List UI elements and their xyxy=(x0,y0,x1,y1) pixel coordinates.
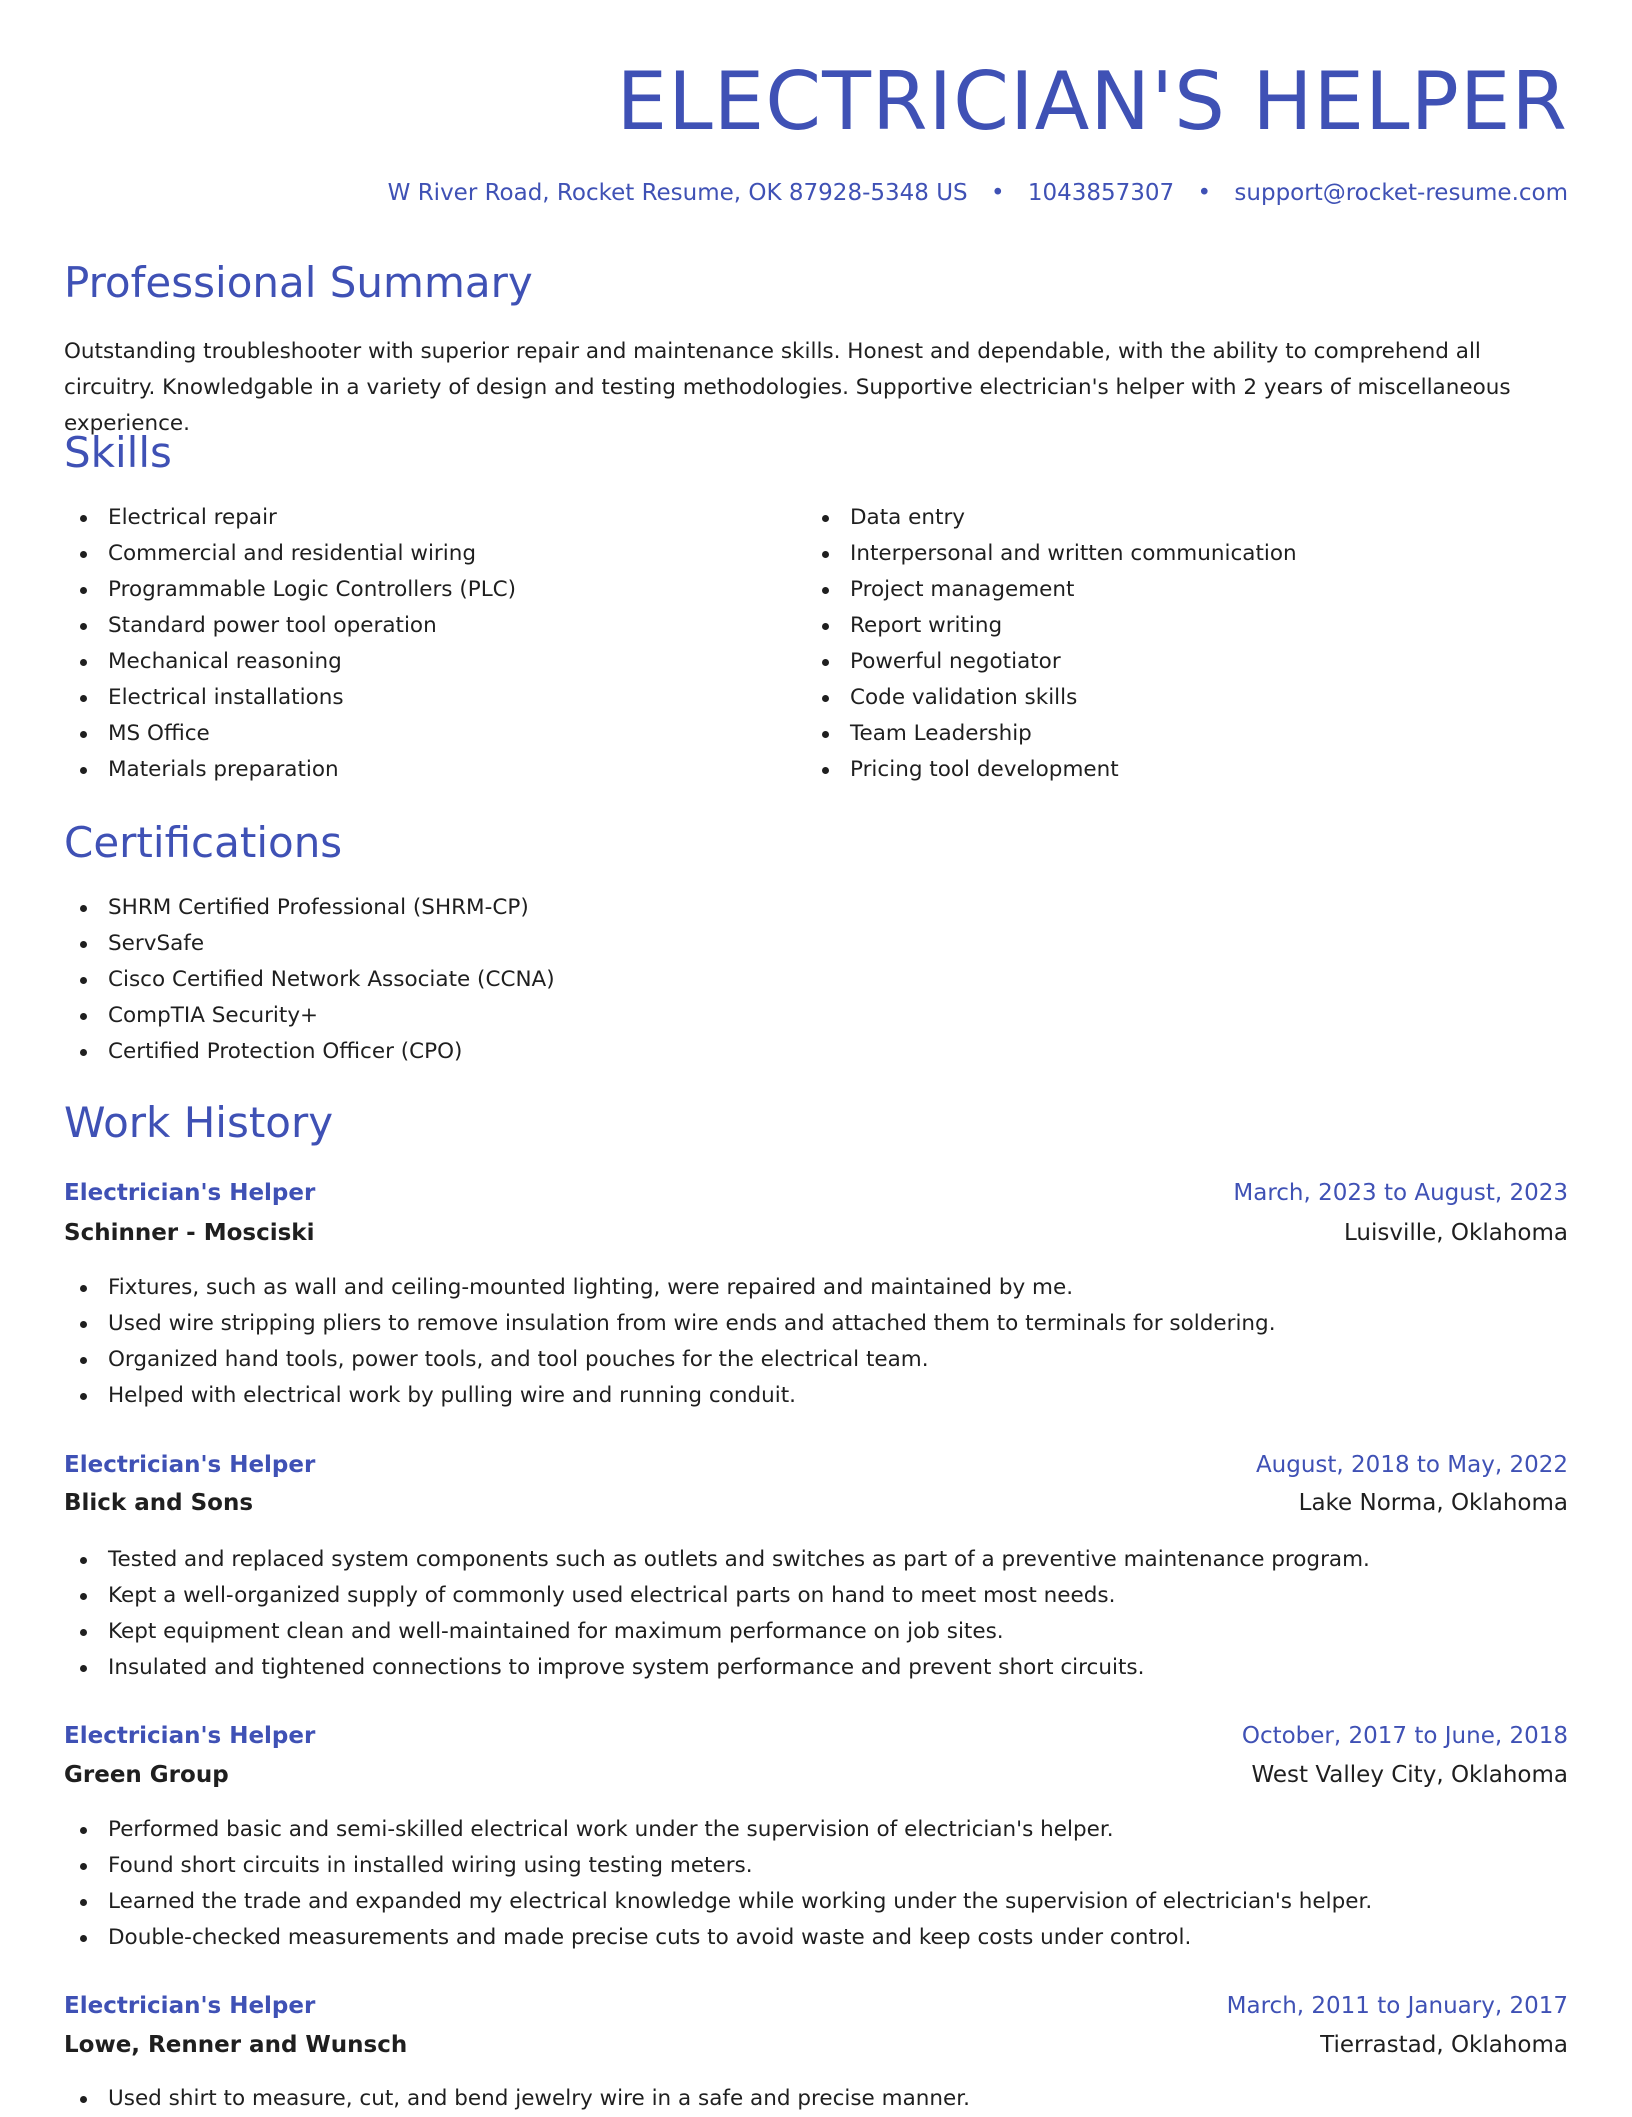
job-duty: Learned the trade and expanded my electrical knowledge while working under the supervision of electrician's helper. xyxy=(64,1884,1372,1920)
certifications-list xyxy=(64,890,555,1070)
resume-name: ELECTRICIAN'S HELPER xyxy=(616,55,1568,148)
job-title: Electrician's Helper xyxy=(64,1723,316,1749)
contact-phone: 1043857307 xyxy=(1027,180,1175,206)
certification-item: CompTIA Security+ xyxy=(64,998,555,1034)
job-company: Green Group xyxy=(64,1762,229,1788)
skills-list-left xyxy=(64,500,516,788)
skill-item: Powerful negotiator xyxy=(806,644,1297,680)
skill-item: Materials preparation xyxy=(64,752,516,788)
skill-item: Mechanical reasoning xyxy=(64,644,516,680)
certification-item: Cisco Certified Network Associate (CCNA) xyxy=(64,962,555,998)
contact-email[interactable]: support@rocket-resume.com xyxy=(1234,180,1568,206)
job-duty: Helped with electrical work by pulling wire and running conduit. xyxy=(64,1378,1276,1414)
skills-list-right xyxy=(806,500,1297,788)
contact-separator: • xyxy=(990,180,1005,206)
job-duty: Tested and replaced system components such as outlets and switches as part of a preventive maintenance program. xyxy=(64,1542,1370,1578)
job-duties-list xyxy=(64,1542,1370,1686)
job-title: Electrician's Helper xyxy=(64,1452,316,1478)
job-location: Lake Norma, Oklahoma xyxy=(1298,1490,1568,1516)
job-duty: Used shirt to measure, cut, and bend jewelry wire in a safe and precise manner. xyxy=(64,2081,970,2117)
job-duty: Kept equipment clean and well-maintained for maximum performance on job sites. xyxy=(64,1614,1370,1650)
skill-item: Report writing xyxy=(806,608,1297,644)
skill-item: Commercial and residential wiring xyxy=(64,536,516,572)
job-duty: Double-checked measurements and made precise cuts to avoid waste and keep costs under control. xyxy=(64,1920,1372,1956)
job-dates: August, 2018 to May, 2022 xyxy=(1255,1452,1568,1478)
skill-item: Electrical installations xyxy=(64,680,516,716)
skill-item: Pricing tool development xyxy=(806,752,1297,788)
skill-item: Electrical repair xyxy=(64,500,516,536)
job-duty: Used wire stripping pliers to remove insulation from wire ends and attached them to terminals for soldering. xyxy=(64,1306,1276,1342)
skill-item: MS Office xyxy=(64,716,516,752)
job-duties-list xyxy=(64,1270,1276,1414)
job-duty: Found short circuits in installed wiring using testing meters. xyxy=(64,1848,1372,1884)
work-history-heading: Work History xyxy=(64,1098,334,1147)
skill-item: Project management xyxy=(806,572,1297,608)
job-duty: Performed basic and semi-skilled electrical work under the supervision of electrician's helper. xyxy=(64,1812,1372,1848)
job-duty: Insulated and tightened connections to improve system performance and prevent short circuits. xyxy=(64,1650,1370,1686)
job-duty: Kept a well-organized supply of commonly used electrical parts on hand to meet most needs. xyxy=(64,1578,1370,1614)
skill-item: Interpersonal and written communication xyxy=(806,536,1297,572)
job-title: Electrician's Helper xyxy=(64,1180,316,1206)
skill-item: Data entry xyxy=(806,500,1297,536)
job-duty: Fixtures, such as wall and ceiling-mounted lighting, were repaired and maintained by me. xyxy=(64,1270,1276,1306)
skills-heading: Skills xyxy=(64,428,172,477)
summary-text: Outstanding troubleshooter with superior repair and maintenance skills. Honest and dependable, with the ability to comprehend all circuitry. Knowledgable in a variety of design and testing methodologies. Supportive electrician's helper with 2 years of miscellaneous experience. xyxy=(64,339,1511,436)
skill-item: Code validation skills xyxy=(806,680,1297,716)
skill-item: Programmable Logic Controllers (PLC) xyxy=(64,572,516,608)
certification-item: ServSafe xyxy=(64,926,555,962)
certification-item: SHRM Certified Professional (SHRM-CP) xyxy=(64,890,555,926)
job-company: Lowe, Renner and Wunsch xyxy=(64,2032,408,2058)
job-location: Luisville, Oklahoma xyxy=(1344,1220,1568,1246)
certification-item: Certified Protection Officer (CPO) xyxy=(64,1034,555,1070)
contact-separator: • xyxy=(1197,180,1212,206)
skill-item: Standard power tool operation xyxy=(64,608,516,644)
certifications-heading: Certifications xyxy=(64,818,343,867)
job-location: West Valley City, Oklahoma xyxy=(1251,1762,1568,1788)
job-title: Electrician's Helper xyxy=(64,1993,316,2019)
job-duties-list xyxy=(64,1812,1372,1956)
contact-address: W River Road, Rocket Resume, OK 87928-5348 US xyxy=(387,180,968,206)
skill-item: Team Leadership xyxy=(806,716,1297,752)
job-dates: March, 2011 to January, 2017 xyxy=(1226,1993,1568,2019)
job-dates: October, 2017 to June, 2018 xyxy=(1241,1723,1568,1749)
job-company: Schinner - Mosciski xyxy=(64,1220,315,1246)
job-company: Blick and Sons xyxy=(64,1490,254,1516)
job-duty: Organized hand tools, power tools, and tool pouches for the electrical team. xyxy=(64,1342,1276,1378)
contact-line xyxy=(388,180,1568,206)
job-location: Tierrastad, Oklahoma xyxy=(1320,2032,1568,2058)
summary-heading: Professional Summary xyxy=(64,258,533,307)
job-dates: March, 2023 to August, 2023 xyxy=(1233,1180,1568,1206)
